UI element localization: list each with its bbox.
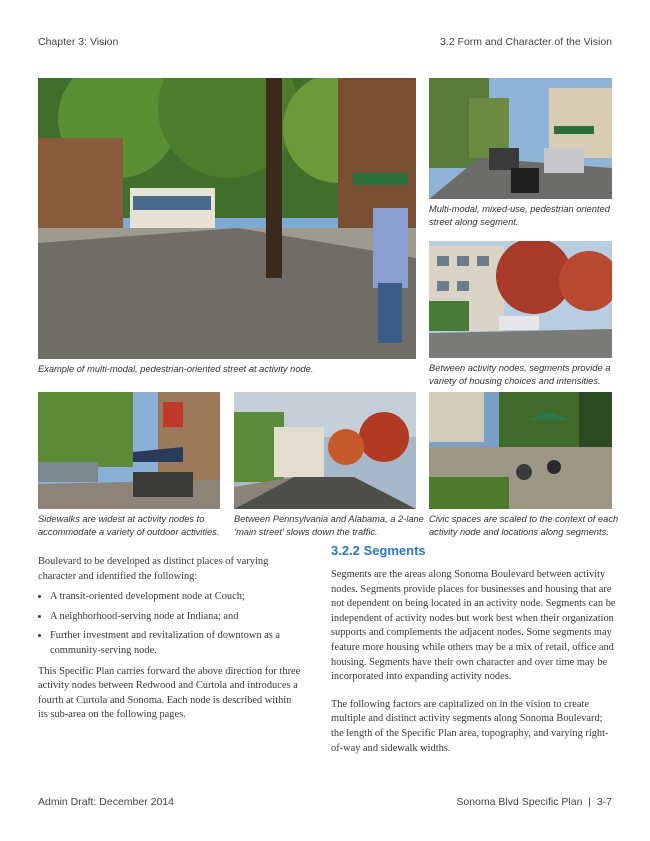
list-item: • Further investment and revitalization of downtown as a community-serving node. <box>50 629 303 658</box>
node-list <box>38 590 303 658</box>
photo-main-street <box>38 78 416 359</box>
right-column <box>331 568 616 762</box>
left-intro: Boulevard to be developed as distinct places of varying character and identified the following: <box>38 556 269 582</box>
photo-mixed-use-street <box>429 78 612 199</box>
segments-paragraph-1: Segments are the areas along Sonoma Boulevard between activity nodes. Segments provide places for businesses and housing that are not dependent on being located in an activity node. Segments can be independent of activity nodes but work best when their organization supports and complements the adjacent nodes. Some segments may feature more housing while others may be a mix of retail, office and housing. Segments have their own character and over time may be incorporated into expanding activity nodes. <box>331 569 616 683</box>
footer-draft-date: Admin Draft: December 2014 <box>38 796 174 808</box>
section-heading-segments: 3.2.2 Segments <box>331 543 426 558</box>
photo-main-street-traffic <box>234 392 416 509</box>
caption-top-right: Multi-modal, mixed-use, pedestrian oriented street along segment. <box>429 204 610 227</box>
footer-plan-page: Sonoma Blvd Specific Plan | 3-7 <box>456 796 612 808</box>
photo-wide-sidewalk <box>38 392 220 509</box>
photo-civic-space <box>429 392 612 509</box>
list-item: • A neighborhood-serving node at Indiana; and <box>50 610 303 625</box>
header-section: 3.2 Form and Character of the Vision <box>440 36 612 48</box>
list-item: • A transit-oriented development node at Couch; <box>50 590 303 605</box>
left-column <box>38 555 303 729</box>
photo-housing-segment <box>429 241 612 358</box>
caption-bottom-mid: Between Pennsylvania and Alabama, a 2-lane ‘main street’ slows down the traffic. <box>234 514 424 537</box>
caption-bottom-right: Civic spaces are scaled to the context of each activity node and locations along segments. <box>429 514 619 537</box>
caption-main: Example of multi-modal, pedestrian-oriented street at activity node. <box>38 364 314 374</box>
header-chapter: Chapter 3: Vision <box>38 36 119 48</box>
segments-paragraph-2: The following factors are capitalized on in the vision to create multiple and distinct activity segments along Sonoma Boulevard; the length of the Specific Plan area, topography, and varying right-of-way and sidewalk widths. <box>331 698 609 754</box>
left-closing: This Specific Plan carries forward the above direction for three activity nodes between Redwood and Curtola and introduces a fourth at Curtola and Sonoma. Each node is described within its sub-area on the following pages. <box>38 665 301 721</box>
caption-bottom-left: Sidewalks are widest at activity nodes to accommodate a variety of outdoor activities. <box>38 514 220 537</box>
caption-mid-right: Between activity nodes, segments provide a variety of housing choices and intensities. <box>429 363 611 386</box>
